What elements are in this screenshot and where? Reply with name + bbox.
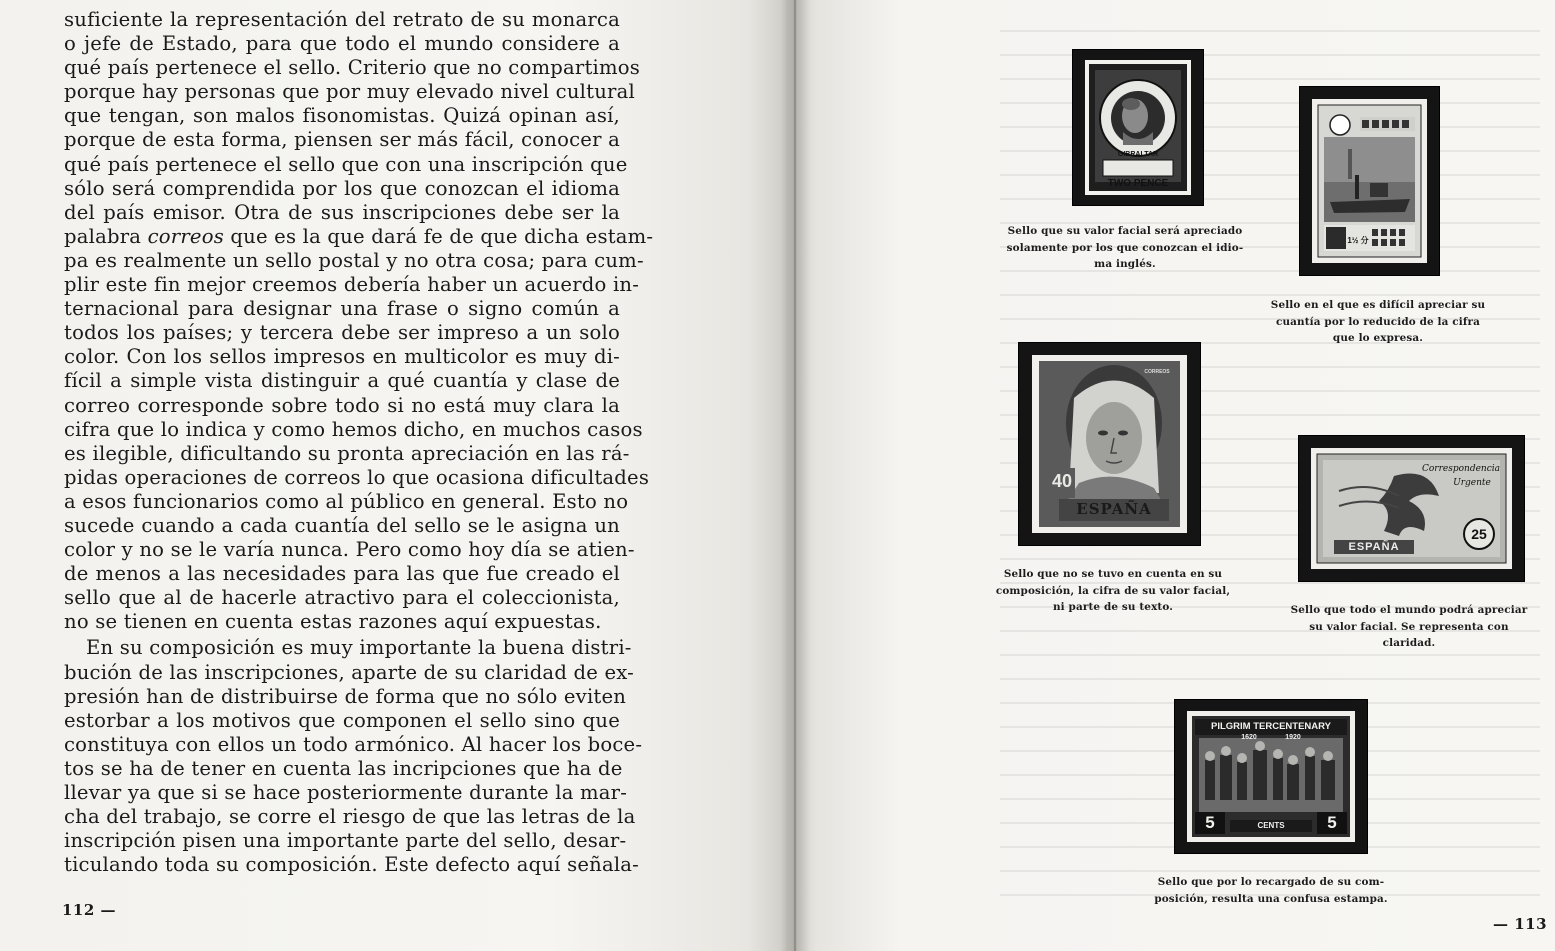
text-line: inscripción pisen una importante parte del sello, desar- bbox=[64, 829, 627, 853]
espana-urgente-stamp-image bbox=[1299, 436, 1524, 581]
text-line bbox=[64, 636, 632, 660]
text-line: porque de esta forma, piensen ser más fácil, conocer a bbox=[64, 128, 620, 152]
text-line: a esos funcionarios como al público en general. Esto no bbox=[64, 489, 629, 513]
caption-line: que lo expresa. bbox=[1332, 332, 1424, 344]
espana-40-country-label: ESPAÑA bbox=[1076, 500, 1152, 518]
espana-40-value-label: 40 bbox=[1051, 471, 1073, 491]
caption-line: claridad. bbox=[1382, 637, 1436, 649]
caption-line: cuantía por lo reducido de la cifra bbox=[1275, 315, 1481, 328]
emphasis: correos bbox=[147, 224, 224, 248]
pilgrim-year-left-label: 1620 bbox=[1241, 734, 1257, 741]
manchukuo-value-label: 1½ 分 bbox=[1347, 236, 1369, 245]
text-line: que tengan, son malos fisonomistas. Quizá opinan así, bbox=[64, 104, 620, 128]
text-line: suficiente la representación del retrato de su monarca bbox=[64, 8, 620, 31]
stamp-frame-pilgrim bbox=[1175, 700, 1367, 853]
text-line: cha del trabajo, se corre el riesgo de que las letras de la bbox=[64, 805, 636, 829]
text-line: del país emisor. Otra de sus inscripciones debe ser la bbox=[64, 200, 620, 224]
paragraph-2 bbox=[64, 636, 643, 877]
text-line: cifra que lo indica y como hemos dicho, en muchos casos bbox=[64, 417, 643, 441]
text-line: sucede cuando a cada cuantía del sello se le asigna un bbox=[64, 513, 620, 537]
caption-line: posición, resulta una confusa estampa. bbox=[1154, 892, 1388, 905]
caption-espana-40 bbox=[993, 566, 1233, 616]
caption-manchukuo bbox=[1262, 297, 1494, 347]
body-text bbox=[64, 8, 654, 877]
text-line: tos se ha de tener en cuenta las incripciones que ha de bbox=[64, 756, 623, 780]
stamp-frame-manchukuo bbox=[1300, 87, 1439, 275]
caption-line: Sello que su valor facial será apreciado bbox=[1007, 225, 1243, 237]
text-line: presión han de distribuirse de forma que no sólo eviten bbox=[64, 684, 627, 708]
caption-gibraltar bbox=[995, 223, 1255, 273]
caption-line: solamente por los que conozcan el idio- bbox=[1006, 241, 1244, 254]
caption-espana-urgente bbox=[1290, 602, 1528, 652]
text-line: no se tienen en cuenta estas razones aquí expuestas. bbox=[64, 610, 602, 634]
text-line: todos los países; y tercera debe ser impreso a un solo bbox=[64, 321, 620, 345]
stamp-frame-espana-urgente bbox=[1299, 436, 1524, 581]
pilgrim-cents-label: CENTS bbox=[1257, 821, 1285, 830]
book-gutter bbox=[780, 0, 810, 951]
text-line: pa es realmente un sello postal y no otra cosa; para cum- bbox=[64, 248, 644, 272]
gibraltar-value-label: TWO PENCE bbox=[1107, 178, 1169, 189]
text-line: porque hay personas que por muy elevado nivel cultural bbox=[64, 80, 635, 104]
text-line: bución de las inscripciones, aparte de su claridad de ex- bbox=[64, 660, 634, 684]
caption-line: su valor facial. Se representa con bbox=[1309, 620, 1509, 633]
espana-40-correos-label: CORREOS bbox=[1144, 369, 1170, 375]
text-line: ticulando toda su composición. Este defecto aquí señala- bbox=[64, 853, 639, 877]
text-line: sólo será comprendida por los que conozcan el idioma bbox=[64, 176, 620, 200]
text-line: correo corresponde sobre todo si no está muy clara la bbox=[64, 393, 620, 417]
paragraph-1 bbox=[64, 8, 654, 634]
text-line-content: En su composición es muy importante la buena distri- bbox=[86, 636, 632, 660]
caption-line: composición, la cifra de su valor facial, bbox=[995, 584, 1231, 597]
text-line: ternacional para designar una frase o signo común a bbox=[64, 297, 620, 321]
pilgrim-value-left-label: 5 bbox=[1205, 813, 1215, 832]
pilgrim-title-label: PILGRIM TERCENTENARY bbox=[1211, 721, 1331, 732]
text-line: llevar ya que si se hace posteriormente durante la mar- bbox=[64, 781, 628, 804]
text-line: qué país pertenece el sello. Criterio que no compartimos bbox=[64, 56, 641, 80]
caption-line: ni parte de su texto. bbox=[1052, 601, 1174, 613]
text-line: color. Con los sellos impresos en multicolor es muy di- bbox=[64, 345, 620, 369]
text-line: color y no se le varía nunca. Pero como hoy día se atien- bbox=[64, 538, 635, 562]
text-line: constituya con ellos un todo armónico. Al hacer los boce- bbox=[64, 732, 643, 756]
urgente-sub-label: Urgente bbox=[1453, 478, 1491, 488]
text-line: fícil a simple vista distinguir a qué cuantía y clase de bbox=[64, 369, 620, 393]
text-line: es ilegible, dificultando su pronta apreciación en las rá- bbox=[64, 441, 630, 465]
page-number-left: 112 — bbox=[62, 901, 117, 919]
text-line: plir este fin mejor creemos debería haber un acuerdo in- bbox=[64, 273, 640, 297]
caption-line: Sello que todo el mundo podrá apreciar bbox=[1290, 604, 1528, 616]
page-number-right: — 113 bbox=[1493, 915, 1548, 933]
urgente-correspondencia-label: Correspondencia bbox=[1422, 464, 1500, 474]
urgente-value-label: 25 bbox=[1471, 526, 1487, 542]
gibraltar-country-label: GIBRALTAR bbox=[1117, 151, 1159, 158]
text-line: sello que al de hacerle atractivo para el coleccionista, bbox=[64, 586, 620, 610]
urgente-country-label: ESPAÑA bbox=[1348, 541, 1400, 553]
caption-line: ma inglés. bbox=[1094, 258, 1156, 270]
pilgrim-value-right-label: 5 bbox=[1327, 813, 1337, 832]
caption-line: Sello que no se tuvo en cuenta en su bbox=[1003, 568, 1223, 580]
text-line: palabra correos que es la que dará fe de que dicha estam- bbox=[64, 224, 654, 248]
caption-line: Sello que por lo recargado de su com- bbox=[1157, 876, 1385, 888]
text-line: de menos a las necesidades para las que fue creado el bbox=[64, 562, 620, 586]
text-line: o jefe de Estado, para que todo el mundo considere a bbox=[64, 32, 620, 56]
stamp-frame-espana-40 bbox=[1019, 343, 1200, 545]
caption-pilgrim bbox=[1140, 874, 1402, 907]
text-line: qué país pertenece el sello que con una inscripción que bbox=[64, 152, 628, 176]
stamp-frame-gibraltar bbox=[1073, 50, 1203, 205]
text-line: estorbar a los motivos que componen el sello sino que bbox=[64, 708, 620, 732]
pilgrim-year-right-label: 1920 bbox=[1285, 734, 1301, 741]
text-line: pidas operaciones de correos lo que ocasiona dificultades bbox=[64, 465, 650, 489]
manchukuo-stamp-image bbox=[1300, 87, 1439, 275]
caption-line: Sello en el que es difícil apreciar su bbox=[1270, 299, 1486, 311]
